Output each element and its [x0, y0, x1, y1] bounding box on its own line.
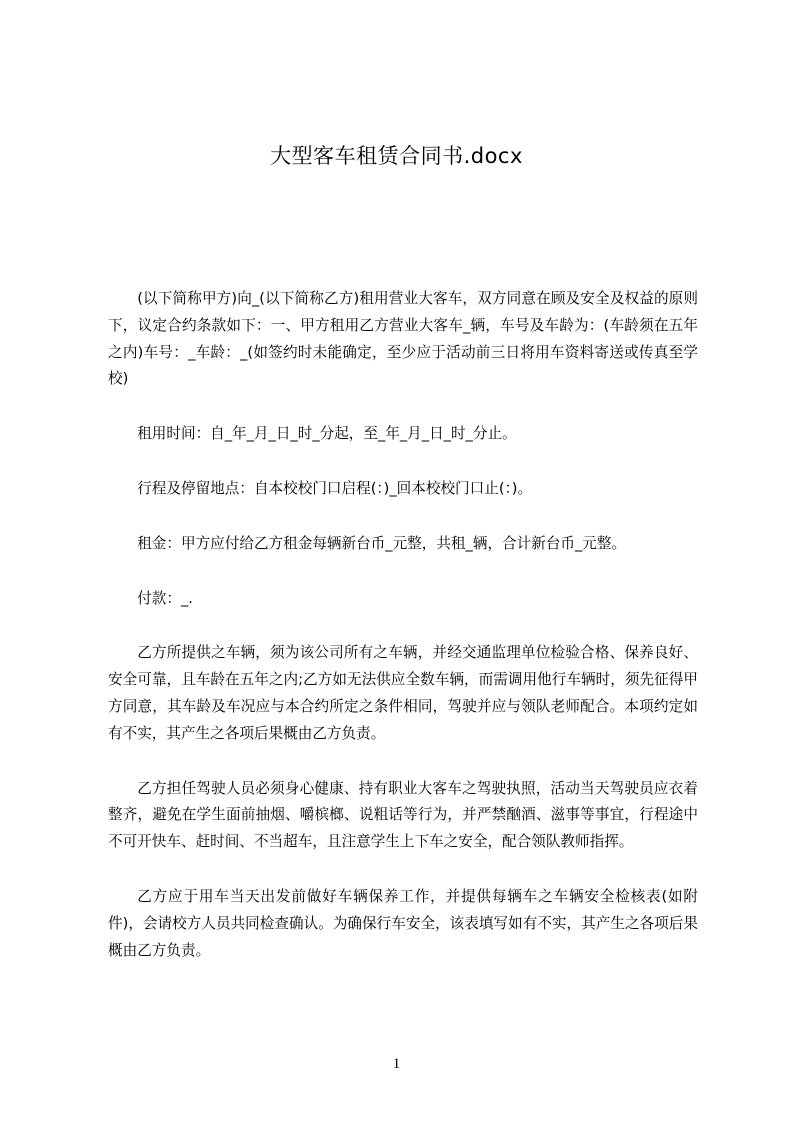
paragraph-maintenance-terms: 乙方应于用车当天出发前做好车辆保养工作，并提供每辆车之车辆安全检核表(如附件)，会请校方人员共同检查确认。为确保行车安全，该表填写如有不实，其产生之各项后果概由乙方负责。 — [108, 887, 698, 959]
paragraph-itinerary: 行程及停留地点：自本校校门口启程(：)_回本校校门口止(：)。 — [137, 479, 533, 497]
paragraph-rental-time: 租用时间：自_年_月_日_时_分起，至_年_月_日_时_分止。 — [137, 425, 517, 443]
paragraph-vehicle-terms: 乙方所提供之车辆，须为该公司所有之车辆，并经交通监理单位检验合格、保养良好、安全可靠，且车龄在五年之内;乙方如无法供应全数车辆，而需调用他行车辆时，须先征得甲方同意，其车龄及车况应与本合约所定之条件相同，驾驶并应与领队老师配合。本项约定如有不实，其产生之各项后果概由乙方负责。 — [108, 644, 698, 742]
paragraph-rent: 租金：甲方应付给乙方租金每辆新台币_元整，共租_辆，合计新台币_元整。 — [137, 534, 627, 552]
page-number: 1 — [392, 1056, 401, 1072]
paragraph-parties: (以下简称甲方)向_(以下简称乙方)租用营业大客车，双方同意在顾及安全及权益的原则下，议定合约条款如下：一、甲方租用乙方营业大客车_辆，车号及车龄为：(车龄须在五年之内)车号：_车龄：_(如签约时未能确定，至少应于活动前三日将用车资料寄送或传真至学校) — [108, 290, 698, 388]
document-title: 大型客车租赁合同书.docx — [270, 144, 523, 168]
document-body — [108, 286, 698, 992]
paragraph-driver-terms: 乙方担任驾驶人员必须身心健康、持有职业大客车之驾驶执照，活动当天驾驶员应衣着整齐，避免在学生面前抽烟、嚼槟榔、说粗话等行为，并严禁酗酒、滋事等事宜，行程途中不可开快车、赶时间、不当超车，且注意学生上下车之安全，配合领队教师指挥。 — [108, 779, 698, 851]
paragraph-payment: 付款：_. — [137, 589, 193, 607]
